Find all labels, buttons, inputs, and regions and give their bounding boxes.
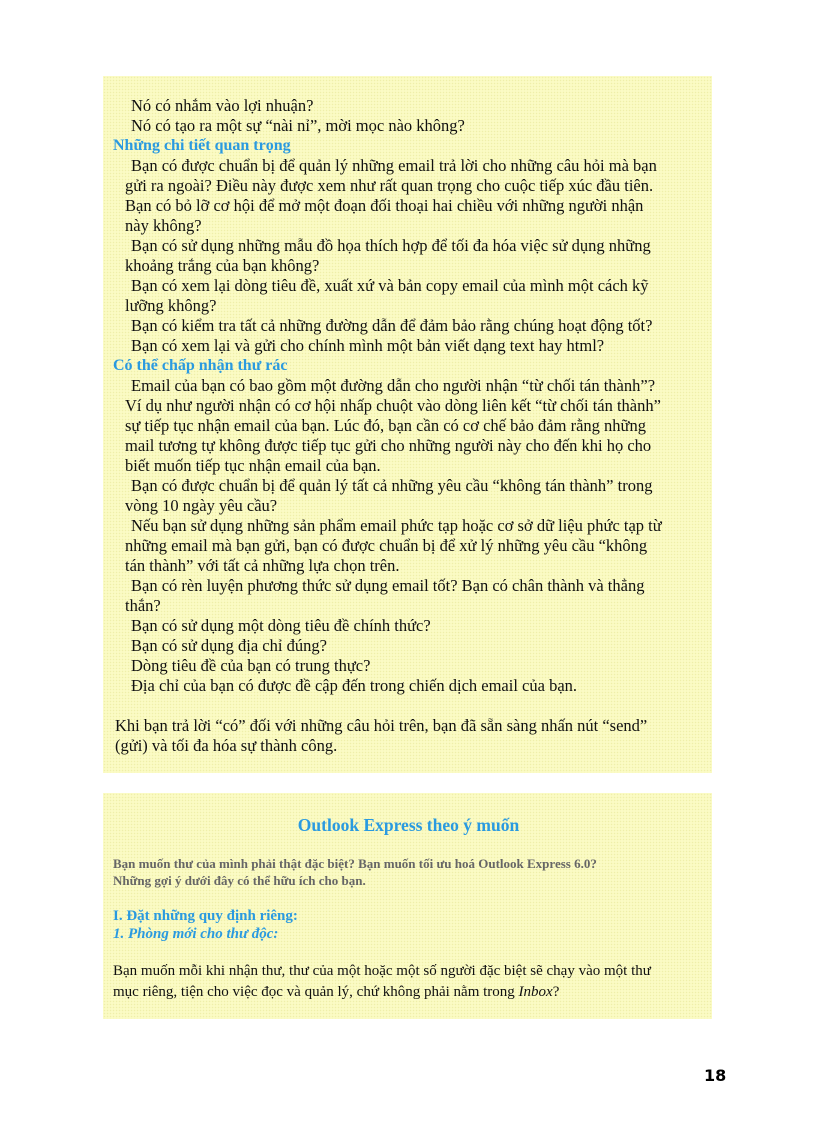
section-heading: I. Đặt những quy định riêng: — [113, 908, 298, 924]
spam-line: mail tương tự không được tiếp tục gửi cho những người này cho đến khi họ cho — [125, 436, 652, 455]
spam-line: những email mà bạn gửi, bạn có được chuẩn bị để xử lý những yêu cầu “không — [125, 536, 648, 555]
spam-line: Bạn có rèn luyện phương thức sử dụng email tốt? Bạn có chân thành và thẳng — [131, 576, 645, 595]
body-line-text: mục riêng, tiện cho việc đọc và quản lý, chứ không phải nằm trong — [113, 984, 519, 1000]
spam-line: Dòng tiêu đề của bạn có trung thực? — [131, 656, 371, 675]
details-line: này không? — [125, 216, 202, 235]
body-line: Bạn muốn mỗi khi nhận thư, thư của một hoặc một số người đặc biệt sẽ chạy vào một thư — [113, 963, 651, 979]
details-line: khoảng trắng của bạn không? — [125, 256, 320, 275]
subsection-heading: 1. Phòng mới cho thư độc: — [113, 926, 279, 942]
details-line: Bạn có được chuẩn bị để quản lý những email trả lời cho những câu hỏi mà bạn — [131, 156, 657, 175]
spam-line: Nếu bạn sử dụng những sản phẩm email phức tạp hoặc cơ sở dữ liệu phức tạp từ — [131, 516, 662, 535]
details-line: Bạn có kiểm tra tất cả những đường dẫn để đảm bảo rằng chúng hoạt động tốt? — [131, 316, 653, 335]
details-line: Bạn có xem lại dòng tiêu đề, xuất xứ và bản copy email của mình một cách kỹ — [131, 276, 649, 295]
body-line — [113, 982, 704, 1003]
spam-line: Ví dụ như người nhận có cơ hội nhấp chuột vào dòng liên kết “từ chối tán thành” — [125, 396, 661, 415]
outlook-express-box — [103, 793, 712, 1019]
spam-line: Bạn có được chuẩn bị để quản lý tất cả những yêu cầu “không tán thành” trong — [131, 476, 653, 495]
spam-line: Bạn có sử dụng địa chỉ đúng? — [131, 636, 327, 655]
details-line: Bạn có sử dụng những mẫu đồ họa thích hợp để tối đa hóa việc sử dụng những — [131, 236, 651, 255]
spam-line: Email của bạn có bao gồm một đường dẫn cho người nhận “từ chối tán thành”? — [131, 376, 656, 395]
details-line: gửi ra ngoài? Điều này được xem như rất quan trọng cho cuộc tiếp xúc đầu tiên. — [125, 176, 654, 195]
intro-line: Những gợi ý dưới đây có thể hữu ích cho bạn. — [113, 873, 366, 888]
details-line: Bạn có xem lại và gửi cho chính mình một bản viết dạng text hay html? — [131, 336, 605, 355]
details-line: lưỡng không? — [125, 296, 217, 315]
heading-important-details: Những chi tiết quan trọng — [113, 137, 291, 154]
article-title: Outlook Express theo ý muốn — [297, 815, 520, 835]
spam-line: biết muốn tiếp tục nhận email của bạn. — [125, 456, 381, 475]
spam-line: tán thành” với tất cả những lựa chọn trên. — [125, 556, 400, 575]
question-profit: Nó có nhắm vào lợi nhuận? — [131, 96, 314, 115]
spam-line: vòng 10 ngày yêu cầu? — [125, 496, 278, 515]
intro-line: Bạn muốn thư của mình phải thật đặc biệt? Bạn muốn tối ưu hoá Outlook Express 6.0? — [113, 856, 597, 871]
checklist-box — [103, 76, 712, 773]
spam-line: thắn? — [125, 596, 161, 615]
spam-line: Địa chỉ của bạn có được đề cập đến trong chiến dịch email của bạn. — [131, 676, 578, 695]
heading-acceptable-spam: Có thể chấp nhận thư rác — [113, 357, 288, 374]
question-pushy: Nó có tạo ra một sự “nài nỉ”, mời mọc nào không? — [131, 116, 465, 135]
body-line-end: ? — [552, 984, 560, 1000]
inbox-term: Inbox — [518, 984, 553, 1000]
page-number: 18 — [704, 1066, 727, 1085]
spam-line: Bạn có sử dụng một dòng tiêu đề chính thức? — [131, 616, 431, 635]
conclusion-line: (gửi) và tối đa hóa sự thành công. — [115, 736, 338, 755]
details-line: Bạn có bỏ lỡ cơ hội để mở một đoạn đối thoại hai chiều với những người nhận — [125, 196, 644, 215]
spam-line: sự tiếp tục nhận email của bạn. Lúc đó, bạn cần có cơ chế bảo đảm rằng những — [125, 416, 646, 435]
conclusion-line: Khi bạn trả lời “có” đối với những câu hỏi trên, bạn đã sẵn sàng nhấn nút “send” — [115, 716, 648, 735]
